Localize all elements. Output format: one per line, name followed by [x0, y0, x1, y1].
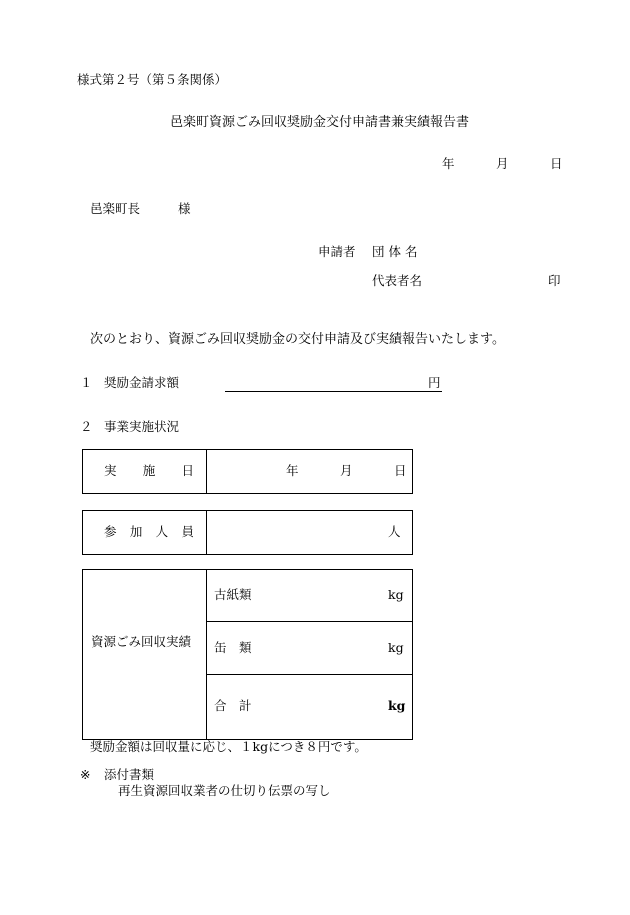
intro-text: 次のとおり、資源ごみ回収奨励金の交付申請及び実績報告いたします。: [90, 332, 505, 347]
paper-label: 古紙類: [214, 587, 252, 602]
participants-label: [104, 526, 194, 539]
date-day-label: 日: [550, 156, 563, 171]
table-row-divider: [206, 674, 413, 675]
form-number: 様式第２号（第５条関係）: [77, 72, 228, 87]
attachment-label: 添付書類: [104, 767, 155, 782]
table-row-divider: [206, 621, 413, 622]
impl-day-label: 日: [394, 463, 407, 478]
section2-number: ２: [80, 419, 93, 434]
cans-unit: kg: [388, 640, 404, 655]
paper-unit: kg: [388, 587, 404, 602]
label-char: 参: [104, 524, 117, 539]
label-char: 員: [181, 524, 194, 539]
section1-number: １: [80, 375, 93, 390]
representative-label: 代表者名: [372, 273, 423, 288]
section2-label: 事業実施状況: [104, 419, 180, 434]
label-char: 人: [155, 524, 169, 539]
implementation-date-label: [104, 465, 194, 478]
table-divider: [206, 510, 207, 555]
date-month-label: 月: [496, 156, 509, 171]
label-char: 施: [142, 463, 156, 478]
recycling-results-label: 資源ごみ回収実績: [91, 634, 192, 649]
table-divider: [206, 449, 207, 494]
impl-month-label: 月: [340, 463, 353, 478]
table-divider: [206, 569, 207, 740]
date-year-label: 年: [442, 156, 455, 171]
seal-mark: 印: [548, 273, 561, 288]
attachment-item: 再生資源回収業者の仕切り伝票の写し: [118, 783, 331, 798]
org-name-label: 団 体 名: [372, 244, 418, 259]
applicant-label: 申請者: [318, 244, 356, 259]
impl-year-label: 年: [286, 463, 299, 478]
addressee-name: 邑楽町長: [90, 201, 141, 216]
attachment-mark: ※: [80, 767, 91, 782]
incentive-note: 奨励金額は回収量に応じ、１kgにつき８円です。: [90, 739, 367, 754]
label-char: 加: [129, 524, 143, 539]
cans-label: 缶 類: [214, 640, 252, 655]
label-char: 日: [181, 463, 194, 478]
request-amount-line[interactable]: [225, 391, 442, 392]
total-unit: kg: [388, 698, 406, 713]
form-title: 邑楽町資源ごみ回収奨励金交付申請書兼実績報告書: [170, 115, 470, 130]
request-amount-unit: 円: [428, 375, 441, 390]
label-char: 実: [104, 463, 117, 478]
total-label: 合 計: [214, 698, 252, 713]
section1-label: 奨励金請求額: [104, 375, 180, 390]
addressee-honorific: 様: [178, 201, 191, 216]
participants-unit: 人: [388, 524, 401, 539]
